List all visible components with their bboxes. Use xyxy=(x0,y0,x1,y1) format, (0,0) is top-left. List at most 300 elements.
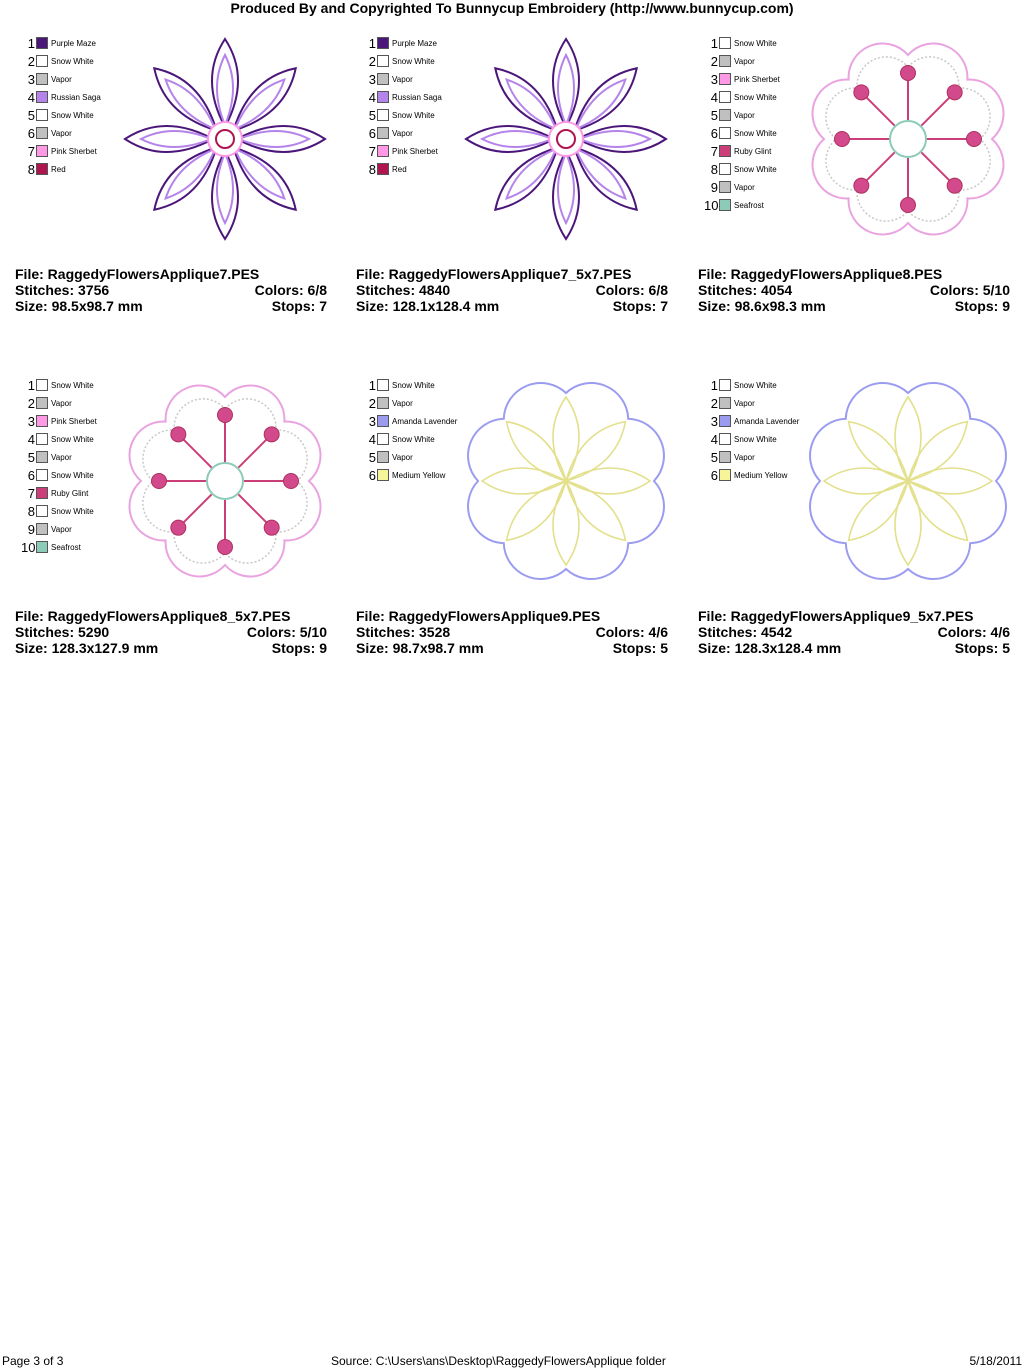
file-label: File: xyxy=(15,266,44,282)
thread-swatch xyxy=(36,397,48,409)
legend-row xyxy=(362,88,442,106)
legend-row xyxy=(21,484,97,502)
color-count: 6/8 xyxy=(648,282,668,298)
legend-row xyxy=(704,430,799,448)
dot xyxy=(264,520,279,535)
thread-swatch xyxy=(719,451,731,463)
thread-swatch xyxy=(719,379,731,391)
size-row xyxy=(15,298,327,314)
thread-swatch xyxy=(377,379,389,391)
dot xyxy=(901,66,916,81)
legend-number: 4 xyxy=(368,89,376,105)
legend-number: 8 xyxy=(27,503,35,519)
colors-label: Colors: xyxy=(254,282,304,298)
legend-number: 2 xyxy=(710,395,718,411)
legend-number: 8 xyxy=(710,161,718,177)
legend-row xyxy=(362,106,442,124)
legend-row xyxy=(704,106,780,124)
design-size: 128.3x127.9 mm xyxy=(51,640,159,656)
design-info xyxy=(698,266,1010,314)
design-card xyxy=(698,26,1018,326)
dot xyxy=(171,520,186,535)
file-row xyxy=(15,608,327,624)
petal-outline xyxy=(212,151,238,239)
stitches-row xyxy=(698,624,1010,640)
thread-swatch xyxy=(36,91,48,103)
thread-swatch xyxy=(719,181,731,193)
color-legend xyxy=(21,34,101,178)
size-label: Size: xyxy=(698,298,731,314)
petal-outline xyxy=(495,68,557,130)
colors-label: Colors: xyxy=(929,282,979,298)
legend-row xyxy=(362,466,457,484)
legend-number: 1 xyxy=(368,377,376,393)
legend-row xyxy=(704,70,780,88)
legend-row xyxy=(704,448,799,466)
petal-outline xyxy=(154,68,216,130)
file-label: File: xyxy=(698,608,727,624)
legend-number: 7 xyxy=(27,143,35,159)
thread-name: Vapor xyxy=(392,74,413,84)
legend-number: 10 xyxy=(704,197,719,213)
thread-name: Snow White xyxy=(392,110,435,120)
thread-swatch xyxy=(36,109,48,121)
petal-outline xyxy=(495,147,557,209)
design-card xyxy=(15,368,335,668)
design-info xyxy=(698,608,1010,656)
stitch-count: 5290 xyxy=(78,624,110,640)
file-row xyxy=(698,266,1010,282)
thread-name: Russian Saga xyxy=(51,92,101,102)
legend-row xyxy=(21,430,97,448)
thread-name: Red xyxy=(392,164,407,174)
stop-count: 5 xyxy=(660,640,668,656)
thread-swatch xyxy=(36,163,48,175)
thread-name: Snow White xyxy=(734,164,777,174)
thread-name: Amanda Lavender xyxy=(392,416,458,426)
thread-name: Snow White xyxy=(734,434,777,444)
thread-name: Ruby Glint xyxy=(51,488,89,498)
legend-row xyxy=(21,376,97,394)
legend-number: 6 xyxy=(27,467,35,483)
legend-number: 4 xyxy=(710,89,718,105)
legend-number: 9 xyxy=(27,521,35,537)
legend-row xyxy=(704,124,780,142)
thread-name: Vapor xyxy=(734,56,755,66)
legend-number: 4 xyxy=(710,431,718,447)
legend-row xyxy=(704,52,780,70)
legend-row xyxy=(362,394,457,412)
size-row xyxy=(698,640,1010,656)
thread-swatch xyxy=(719,145,731,157)
size-row xyxy=(356,640,668,656)
thread-swatch xyxy=(377,73,389,85)
legend-number: 3 xyxy=(27,71,35,87)
design-preview xyxy=(461,376,671,586)
thread-name: Snow White xyxy=(51,380,94,390)
legend-row xyxy=(362,376,457,394)
stop-count: 5 xyxy=(1002,640,1010,656)
thread-swatch xyxy=(719,163,731,175)
legend-row xyxy=(362,34,442,52)
thread-swatch xyxy=(377,451,389,463)
legend-row xyxy=(21,412,97,430)
file-name: RaggedyFlowersApplique8.PES xyxy=(730,266,943,282)
design-preview xyxy=(803,376,1013,586)
legend-number: 3 xyxy=(710,413,718,429)
stitches-row xyxy=(15,624,327,640)
thread-swatch xyxy=(36,451,48,463)
stitches-label: Stitches: xyxy=(698,624,758,640)
thread-swatch xyxy=(36,523,48,535)
stops-label: Stops: xyxy=(954,640,999,656)
file-label: File: xyxy=(698,266,727,282)
design-preview xyxy=(803,34,1013,244)
thread-name: Vapor xyxy=(392,452,413,462)
color-count: 5/10 xyxy=(299,624,327,640)
legend-number: 4 xyxy=(27,431,35,447)
legend-number: 2 xyxy=(27,395,35,411)
legend-row xyxy=(362,70,442,88)
thread-name: Pink Sherbet xyxy=(51,146,97,156)
legend-row xyxy=(21,88,101,106)
legend-row xyxy=(704,142,780,160)
thread-swatch xyxy=(719,433,731,445)
thread-name: Snow White xyxy=(51,110,94,120)
file-row xyxy=(356,608,668,624)
design-card xyxy=(15,26,335,326)
center-circle xyxy=(207,463,243,499)
stitches-row xyxy=(698,282,1010,298)
legend-row xyxy=(362,52,442,70)
legend-row xyxy=(362,412,457,430)
stitches-row xyxy=(15,282,327,298)
source-path: Source: C:\Users\ans\Desktop\RaggedyFlowersApplique folder xyxy=(331,1354,666,1368)
file-label: File: xyxy=(356,608,385,624)
thread-swatch xyxy=(36,55,48,67)
stitches-label: Stitches: xyxy=(698,282,758,298)
legend-number: 6 xyxy=(710,467,718,483)
stitch-count: 4054 xyxy=(761,282,793,298)
center-circle xyxy=(890,121,926,157)
legend-row xyxy=(21,448,97,466)
thread-name: Snow White xyxy=(734,380,777,390)
petal-outline xyxy=(553,39,579,127)
dot xyxy=(264,427,279,442)
thread-swatch xyxy=(36,37,48,49)
thread-swatch xyxy=(36,415,48,427)
colors-label: Colors: xyxy=(595,282,645,298)
design-size: 98.5x98.7 mm xyxy=(51,298,143,314)
thread-swatch xyxy=(377,91,389,103)
legend-row xyxy=(704,412,799,430)
thread-name: Vapor xyxy=(734,182,755,192)
design-info xyxy=(356,608,668,656)
dot xyxy=(835,132,850,147)
design-size: 128.1x128.4 mm xyxy=(392,298,500,314)
thread-name: Ruby Glint xyxy=(734,146,772,156)
thread-name: Snow White xyxy=(734,38,777,48)
file-name: RaggedyFlowersApplique9.PES xyxy=(388,608,601,624)
legend-number: 7 xyxy=(710,143,718,159)
thread-swatch xyxy=(377,415,389,427)
stitch-count: 4542 xyxy=(761,624,793,640)
design-info xyxy=(15,266,327,314)
legend-number: 5 xyxy=(27,449,35,465)
thread-swatch xyxy=(719,55,731,67)
legend-number: 9 xyxy=(710,179,718,195)
legend-row xyxy=(21,160,101,178)
file-row xyxy=(698,608,1010,624)
thread-swatch xyxy=(36,73,48,85)
file-row xyxy=(15,266,327,282)
thread-swatch xyxy=(36,541,48,553)
design-card xyxy=(698,368,1018,668)
center-ring xyxy=(549,122,583,156)
legend-number: 6 xyxy=(368,125,376,141)
petal-outline xyxy=(233,68,295,130)
color-legend xyxy=(362,376,457,484)
petal-outline xyxy=(237,126,325,152)
thread-name: Vapor xyxy=(734,452,755,462)
petal-outline xyxy=(574,147,636,209)
legend-row xyxy=(21,502,97,520)
thread-name: Snow White xyxy=(51,56,94,66)
center-ring xyxy=(208,122,242,156)
thread-name: Snow White xyxy=(734,92,777,102)
legend-number: 5 xyxy=(27,107,35,123)
thread-swatch xyxy=(719,73,731,85)
thread-name: Vapor xyxy=(392,128,413,138)
design-preview xyxy=(120,34,330,244)
legend-row xyxy=(704,394,799,412)
legend-row xyxy=(704,196,780,214)
legend-row xyxy=(362,142,442,160)
thread-swatch xyxy=(377,55,389,67)
design-info xyxy=(15,608,327,656)
thread-name: Vapor xyxy=(51,524,72,534)
legend-number: 2 xyxy=(27,53,35,69)
thread-name: Purple Maze xyxy=(51,38,96,48)
stitches-label: Stitches: xyxy=(15,282,75,298)
thread-swatch xyxy=(377,469,389,481)
thread-swatch xyxy=(719,397,731,409)
file-name: RaggedyFlowersApplique8_5x7.PES xyxy=(47,608,291,624)
stop-count: 7 xyxy=(660,298,668,314)
legend-row xyxy=(704,376,799,394)
thread-swatch xyxy=(36,487,48,499)
thread-swatch xyxy=(377,37,389,49)
legend-number: 3 xyxy=(368,413,376,429)
dot xyxy=(218,408,233,423)
thread-swatch xyxy=(377,109,389,121)
petal-outline xyxy=(212,39,238,127)
color-count: 6/8 xyxy=(307,282,327,298)
legend-number: 1 xyxy=(27,35,35,51)
design-size: 128.3x128.4 mm xyxy=(734,640,842,656)
design-size: 98.6x98.3 mm xyxy=(734,298,826,314)
design-info xyxy=(356,266,668,314)
legend-row xyxy=(362,160,442,178)
stops-label: Stops: xyxy=(612,298,657,314)
legend-row xyxy=(21,394,97,412)
file-name: RaggedyFlowersApplique7.PES xyxy=(47,266,260,282)
petal-outline xyxy=(553,151,579,239)
size-label: Size: xyxy=(356,298,389,314)
thread-swatch xyxy=(36,505,48,517)
stitches-row xyxy=(356,624,668,640)
thread-name: Vapor xyxy=(51,398,72,408)
legend-row xyxy=(21,34,101,52)
file-label: File: xyxy=(356,266,385,282)
dot xyxy=(967,132,982,147)
legend-row xyxy=(21,520,97,538)
size-label: Size: xyxy=(15,640,48,656)
stitches-row xyxy=(356,282,668,298)
thread-name: Snow White xyxy=(734,128,777,138)
thread-swatch xyxy=(719,37,731,49)
thread-name: Vapor xyxy=(51,128,72,138)
thread-name: Pink Sherbet xyxy=(392,146,438,156)
thread-name: Snow White xyxy=(51,506,94,516)
design-preview xyxy=(461,34,671,244)
thread-swatch xyxy=(377,145,389,157)
petal-outline xyxy=(125,126,213,152)
color-count: 4/6 xyxy=(990,624,1010,640)
stop-count: 9 xyxy=(1002,298,1010,314)
legend-row xyxy=(362,448,457,466)
legend-number: 1 xyxy=(368,35,376,51)
thread-swatch xyxy=(36,469,48,481)
dot xyxy=(947,178,962,193)
file-name: RaggedyFlowersApplique7_5x7.PES xyxy=(388,266,632,282)
stop-count: 7 xyxy=(319,298,327,314)
size-label: Size: xyxy=(356,640,389,656)
thread-swatch xyxy=(719,127,731,139)
thread-name: Medium Yellow xyxy=(734,470,788,480)
color-legend xyxy=(704,34,780,214)
legend-number: 5 xyxy=(368,449,376,465)
size-label: Size: xyxy=(15,298,48,314)
dot xyxy=(171,427,186,442)
thread-name: Seafrost xyxy=(51,542,81,552)
stitch-count: 3756 xyxy=(78,282,110,298)
legend-number: 6 xyxy=(27,125,35,141)
stitches-label: Stitches: xyxy=(356,624,416,640)
legend-number: 5 xyxy=(368,107,376,123)
legend-number: 6 xyxy=(710,125,718,141)
thread-name: Vapor xyxy=(51,74,72,84)
legend-number: 7 xyxy=(368,143,376,159)
thread-swatch xyxy=(377,127,389,139)
legend-row xyxy=(21,52,101,70)
legend-number: 6 xyxy=(368,467,376,483)
legend-row xyxy=(704,88,780,106)
legend-number: 3 xyxy=(27,413,35,429)
thread-name: Vapor xyxy=(734,398,755,408)
petal-outline xyxy=(466,126,554,152)
thread-name: Amanda Lavender xyxy=(734,416,800,426)
thread-name: Medium Yellow xyxy=(392,470,446,480)
legend-row xyxy=(21,538,97,556)
design-size: 98.7x98.7 mm xyxy=(392,640,484,656)
legend-number: 3 xyxy=(368,71,376,87)
size-row xyxy=(356,298,668,314)
legend-row xyxy=(21,142,101,160)
file-row xyxy=(356,266,668,282)
thread-swatch xyxy=(36,379,48,391)
colors-label: Colors: xyxy=(246,624,296,640)
legend-row xyxy=(704,34,780,52)
stitch-count: 4840 xyxy=(419,282,451,298)
file-name: RaggedyFlowersApplique9_5x7.PES xyxy=(730,608,974,624)
thread-name: Snow White xyxy=(392,380,435,390)
color-count: 5/10 xyxy=(982,282,1010,298)
legend-number: 8 xyxy=(368,161,376,177)
color-legend xyxy=(362,34,442,178)
legend-number: 10 xyxy=(21,539,36,555)
legend-number: 3 xyxy=(710,71,718,87)
legend-row xyxy=(21,70,101,88)
petal-outline xyxy=(578,126,666,152)
legend-number: 8 xyxy=(27,161,35,177)
stops-label: Stops: xyxy=(271,298,316,314)
legend-number: 5 xyxy=(710,107,718,123)
legend-number: 4 xyxy=(368,431,376,447)
dot xyxy=(284,474,299,489)
design-card xyxy=(356,368,676,668)
stitch-count: 3528 xyxy=(419,624,451,640)
dot xyxy=(218,540,233,555)
thread-swatch xyxy=(719,199,731,211)
size-row xyxy=(698,298,1010,314)
stops-label: Stops: xyxy=(612,640,657,656)
thread-swatch xyxy=(36,127,48,139)
legend-number: 7 xyxy=(27,485,35,501)
legend-number: 4 xyxy=(27,89,35,105)
color-legend xyxy=(704,376,799,484)
color-legend xyxy=(21,376,97,556)
thread-swatch xyxy=(36,433,48,445)
page-header: Produced By and Copyrighted To Bunnycup Embroidery (http://www.bunnycup.com) xyxy=(230,0,794,16)
page-number: Page 3 of 3 xyxy=(2,1354,64,1368)
legend-row xyxy=(704,178,780,196)
thread-swatch xyxy=(36,145,48,157)
colors-label: Colors: xyxy=(595,624,645,640)
thread-swatch xyxy=(719,109,731,121)
dot xyxy=(854,178,869,193)
stitches-label: Stitches: xyxy=(356,282,416,298)
thread-name: Snow White xyxy=(392,56,435,66)
dot xyxy=(947,85,962,100)
legend-row xyxy=(704,160,780,178)
dot xyxy=(901,198,916,213)
legend-row xyxy=(21,106,101,124)
legend-number: 2 xyxy=(368,53,376,69)
thread-name: Snow White xyxy=(392,434,435,444)
legend-row xyxy=(362,430,457,448)
legend-row xyxy=(704,466,799,484)
legend-number: 5 xyxy=(710,449,718,465)
petal-outline xyxy=(574,68,636,130)
thread-name: Vapor xyxy=(51,452,72,462)
thread-swatch xyxy=(377,433,389,445)
stops-label: Stops: xyxy=(271,640,316,656)
stop-count: 9 xyxy=(319,640,327,656)
thread-swatch xyxy=(719,469,731,481)
thread-name: Russian Saga xyxy=(392,92,442,102)
colors-label: Colors: xyxy=(937,624,987,640)
